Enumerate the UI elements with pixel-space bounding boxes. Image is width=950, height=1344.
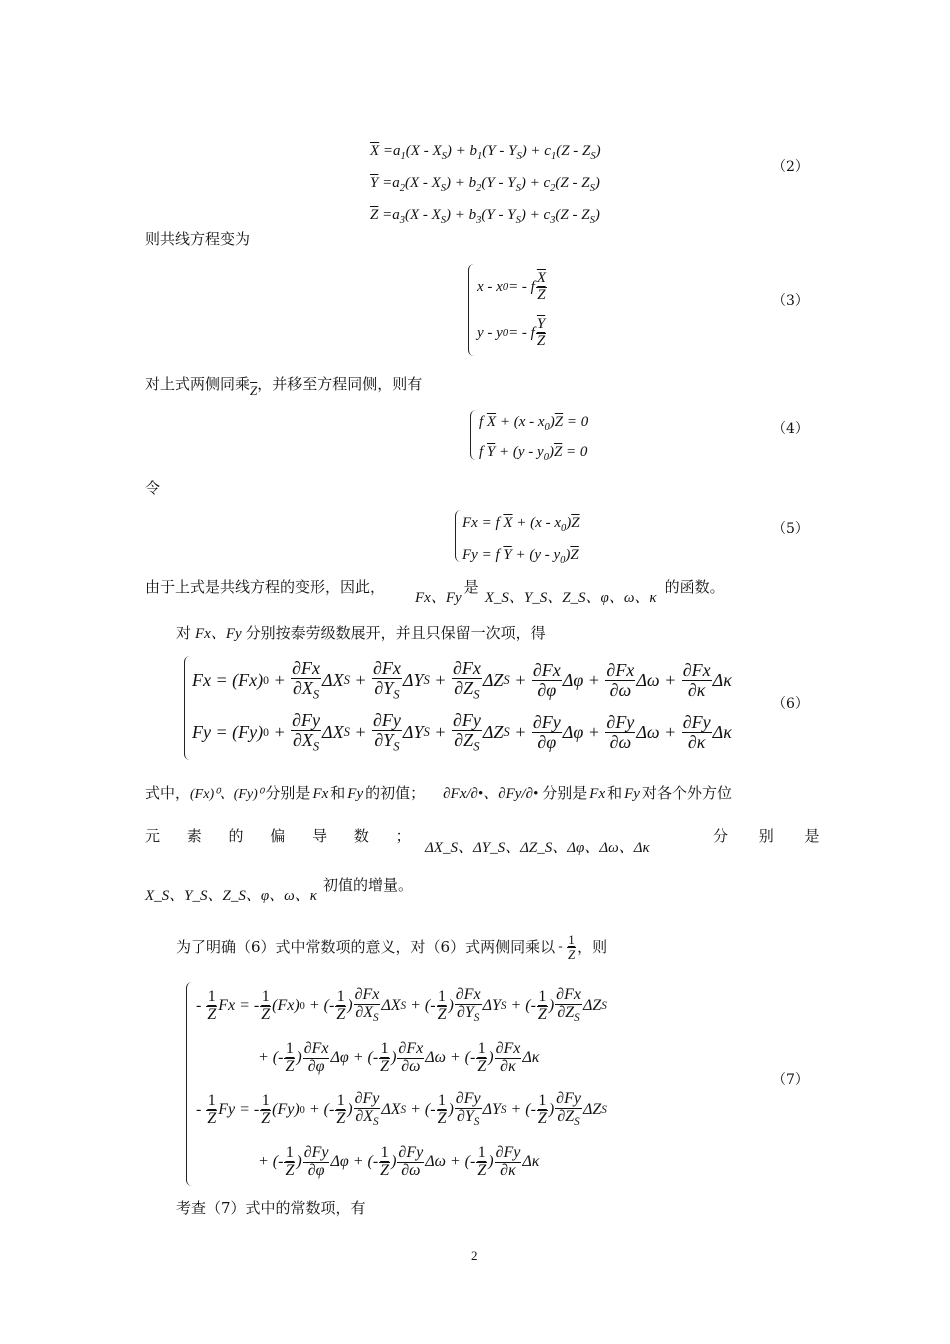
where-initials: (Fx)⁰、(Fy)⁰ [190, 787, 264, 802]
page-number: 2 [471, 1248, 478, 1263]
where-fx2: Fx [589, 786, 606, 802]
equation-5: Fx = f $\overline{X} + (x - x_0)\overline{Z}$ Fy = f $\overline{Y} + (y - y_0)\overline{Z}$ [462, 515, 580, 566]
multiply-outro-label: ，并移至方程同侧，则有 [257, 375, 423, 393]
clarify-suffix-label: ，则 [577, 938, 608, 957]
text-increment-line [145, 875, 413, 904]
equation-4: f $\overline{X} + (x - x_0)\overline{Z} = 0$ f $\overline{Y} + (y - y_0)\overline{Z} = 0$ [479, 414, 589, 463]
where-prefix-label: 式中， [145, 784, 191, 802]
text-where-line [145, 783, 732, 805]
z-bar-inline: $\overline{Z}$ [250, 383, 258, 398]
taylor-suffix-label: 分别按泰劳级数展开，并且只保留一次项，得 [245, 624, 546, 642]
since-is-label: 是 [463, 578, 479, 596]
since-prefix-label: 由于上式是共线方程的变形，因此， [145, 578, 386, 596]
equation-6-brace [184, 656, 192, 760]
equation-number-2: （2） [772, 159, 809, 175]
where-and1-label: 和 [330, 784, 346, 802]
equation-3-brace [468, 264, 475, 356]
text-multiply-intro [145, 374, 423, 398]
where-mid3-label: 分别是 [542, 784, 588, 802]
where-mid1-label: 分别是 [265, 784, 311, 802]
text-partial-line-prefix: 元 素 的 偏 导 数 ； [145, 827, 411, 845]
equation-6: Fx = (Fx) 0 + $\frac{\partial Fx}{\partial X_S}$ ΔX S + $\frac{\partial Fx}{\partial Y_S}$ ΔY S + $\frac{\partial Fx}{\partial Z_S}$ ΔZ S + $\frac{\partial Fx}{\partial\varphi}$ Δφ + $\frac{\partial Fx}{\partial\omega}$ Δω + $\frac{\partial Fx}{\partial\kappa}$ Δκ Fy = (Fy) 0 + $\frac{\partial Fy}{\partial X_S}$ ΔX S + $\frac{\partial Fy}{\partial Y_S}$ ΔY S + $\frac{\partial Fy}{\partial Z_S}$ ΔZ S + $\frac{\partial Fy}{\partial\varphi}$ Δφ + $\frac{\partial Fy}{\partial\omega}$ Δω + $\frac{\partial Fy}{\partial\kappa}$ Δκ [192, 657, 732, 754]
since-vars: X_S、Y_S、Z_S、φ、ω、κ [484, 590, 657, 606]
where-mid2-label: 的初值； [365, 784, 426, 802]
equation-number-7: （7） [772, 1072, 809, 1088]
equation-2: $\overline{X} =a_1(X - X_S) + b_1(Y - Y_S) + c_1(Z - Z_S)$ $\overline{Y} =a_2(X - X_S) + b_2(Y - Y_S) + c_2(Z - Z_S)$ $\overline{Z} =a_3(X - X_S) + b_3(Y - Y_S) + c_3(Z - Z_S)$ [370, 143, 601, 226]
text-let: 令 [145, 479, 161, 497]
equation-number-6: （6） [772, 696, 809, 712]
where-fy1: Fy [347, 786, 364, 802]
increment-suffix-label: 初值的增量。 [322, 876, 413, 894]
equation-number-4: （4） [772, 421, 809, 437]
since-fx-fy: Fx、Fy [415, 590, 462, 606]
equation-number-3: （3） [772, 293, 809, 309]
equation-4-brace [470, 410, 477, 460]
equation-3: x - x 0 = - f $\frac{\overline{X}}{Z}$ y - y 0 = - f $\frac{\overline{Y}}{Z}$ [477, 269, 547, 349]
where-and2-label: 和 [607, 784, 623, 802]
text-examine: 考查（7）式中的常数项，有 [176, 1199, 366, 1217]
equation-7-brace [186, 982, 194, 1186]
partial-line-deltas: ΔX_S、ΔY_S、ΔZ_S、Δφ、Δω、Δκ [425, 840, 650, 856]
increment-vars: X_S、Y_S、Z_S、φ、ω、κ [145, 888, 317, 904]
where-fy2: Fy [624, 786, 640, 802]
taylor-fx-fy: Fx、Fy [195, 626, 242, 642]
where-suffix-label: 对各个外方位 [641, 784, 732, 802]
since-suffix-label: 的函数。 [664, 578, 725, 596]
clarify-prefix-label: 为了明确（6）式中常数项的意义，对（6）式两侧同乘以 [176, 938, 556, 957]
taylor-prefix-label: 对 [176, 624, 192, 642]
where-fx1: Fx [312, 786, 329, 802]
text-clarify-line [176, 933, 607, 961]
minus-one-over-z: - $\frac{1}{Z}$ [555, 932, 576, 962]
equation-5-brace [455, 510, 462, 562]
where-partials: ∂Fx/∂•、∂Fy/∂• [443, 786, 539, 802]
text-collinear-becomes: 则共线方程变为 [145, 230, 251, 248]
text-since-line [145, 577, 725, 606]
text-partial-line-suffix: 分 别 是 [713, 827, 820, 845]
equation-7: - $\frac{1}{Z}$ Fx = - $\frac{1}{Z}$ (Fx) 0 + (- $\frac{1}{Z}$ ) $\frac{\partial Fx}{\partial X_S}$ ΔX S + (- $\frac{1}{Z}$ ) $\frac{\partial Fx}{\partial Y_S}$ ΔY S + (- $\frac{1}{Z}$ ) $\frac{\partial Fx}{\partial Z_S}$ ΔZ S + (- $\frac{1}{Z}$ ) $\frac{\partial Fx}{\partial\varphi}$ Δφ + (- $\frac{1}{Z}$ ) $\frac{\partial Fx}{\partial\omega}$ Δω + (- $\frac{1}{Z}$ ) $\frac{\partial Fx}{\partial\kappa}$ Δκ - $\frac{1}{Z}$ Fy = - $\frac{1}{Z}$ (Fy) 0 + (- $\frac{1}{Z}$ ) $\frac{\partial Fy}{\partial X_S}$ ΔX S + (- $\frac{1}{Z}$ ) $\frac{\partial Fy}{\partial Y_S}$ ΔY S + (- $\frac{1}{Z}$ ) $\frac{\partial Fy}{\partial Z_S}$ ΔZ S + (- $\frac{1}{Z}$ ) $\frac{\partial Fy}{\partial\varphi}$ Δφ + (- $\frac{1}{Z}$ ) $\frac{\partial Fy}{\partial\omega}$ Δω + (- $\frac{1}{Z}$ ) $\frac{\partial Fy}{\partial\kappa}$ Δκ [196, 986, 607, 1179]
text-taylor-line [176, 623, 546, 644]
equation-number-5: （5） [772, 521, 809, 537]
multiply-intro-label: 对上式两侧同乘 [145, 375, 251, 393]
